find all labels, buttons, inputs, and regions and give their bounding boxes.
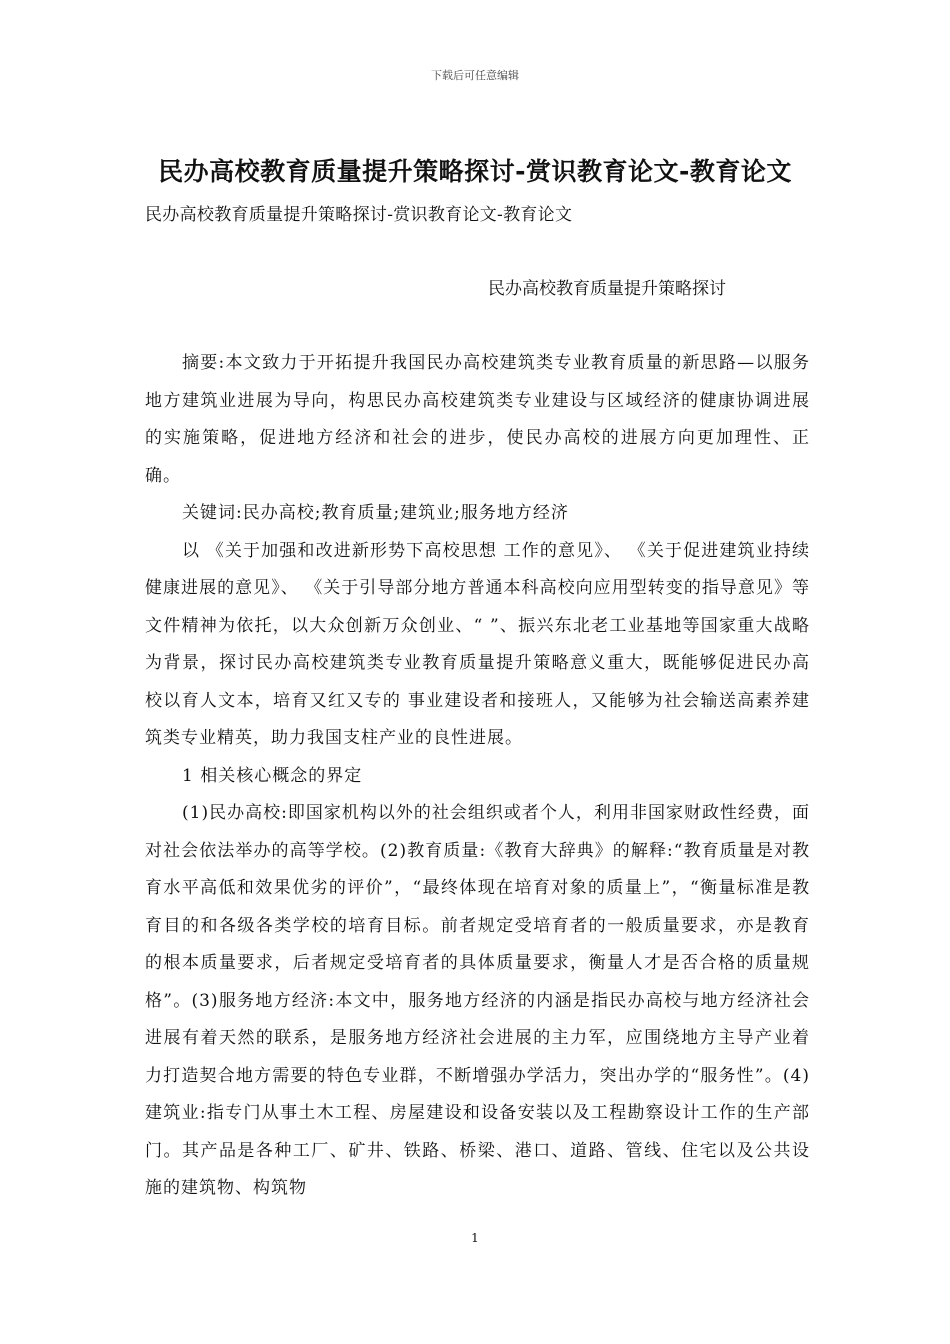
document-title: 民办高校教育质量提升策略探讨-赏识教育论文-教育论文	[158, 157, 792, 186]
section-heading: 1 相关核心概念的界定	[182, 765, 363, 786]
document-subtitle: 民办高校教育质量提升策略探讨-赏识教育论文-教育论文	[145, 205, 573, 225]
page-header-note: 下载后可任意编辑	[431, 69, 519, 82]
keywords-paragraph: 关键词:民办高校;教育质量;建筑业;服务地方经济	[182, 503, 569, 523]
abstract-paragraph: 摘要:本文致力于开拓提升我国民办高校建筑类专业教育质量的新思路—以服务地方建筑业进展为导向，构思民办高校建筑类专业建设与区域经济的健康协调进展的实施策略，促进地方经济和社会的进步，使民办高校的进展方向更加理性、正确。	[145, 353, 810, 486]
intro-paragraph: 以 《关于加强和改进新形势下高校思想 工作的意见》、 《关于促进建筑业持续健康进展的意见》、 《关于引导部分地方普通本科高校向应用型转变的指导意见》等文件精神为依托，以大众创新万众创业、“ ”、振兴东北老工业基地等国家重大战略为背景，探讨民办高校建筑类专业教育质量提升策略意义重大，既能够促进民办高校以育人文本，培育又红又专的 事业建设者和接班人，又能够为社会输送高素养建筑类专业精英，助力我国支柱产业的良性进展。	[145, 540, 810, 748]
document-body	[145, 345, 810, 1208]
article-title: 民办高校教育质量提升策略探讨	[488, 279, 726, 299]
definitions-paragraph: (1)民办高校:即国家机构以外的社会组织或者个人，利用非国家财政性经费，面对社会依法举办的高等学校。(2)教育质量:《教育大辞典》的解释:“教育质量是对教育水平高低和效果优劣的评价”，“最终体现在培育对象的质量上”，“衡量标准是教育目的和各级各类学校的培育目标。前者规定受培育者的一般质量要求，亦是教育的根本质量要求，后者规定受培育者的具体质量要求，衡量人才是否合格的质量规格”。(3)服务地方经济:本文中，服务地方经济的内涵是指民办高校与地方经济社会进展有着天然的联系，是服务地方经济社会进展的主力军，应围绕地方主导产业着力打造契合地方需要的特色专业群，不断增强办学活力，突出办学的“服务性”。(4)建筑业:指专门从事土木工程、房屋建设和设备安装以及工程勘察设计工作的生产部门。其产品是各种工厂、矿井、铁路、桥梁、港口、道路、管线、住宅以及公共设施的建筑物、构筑物	[145, 803, 810, 1198]
page-number: 1	[471, 1231, 479, 1245]
